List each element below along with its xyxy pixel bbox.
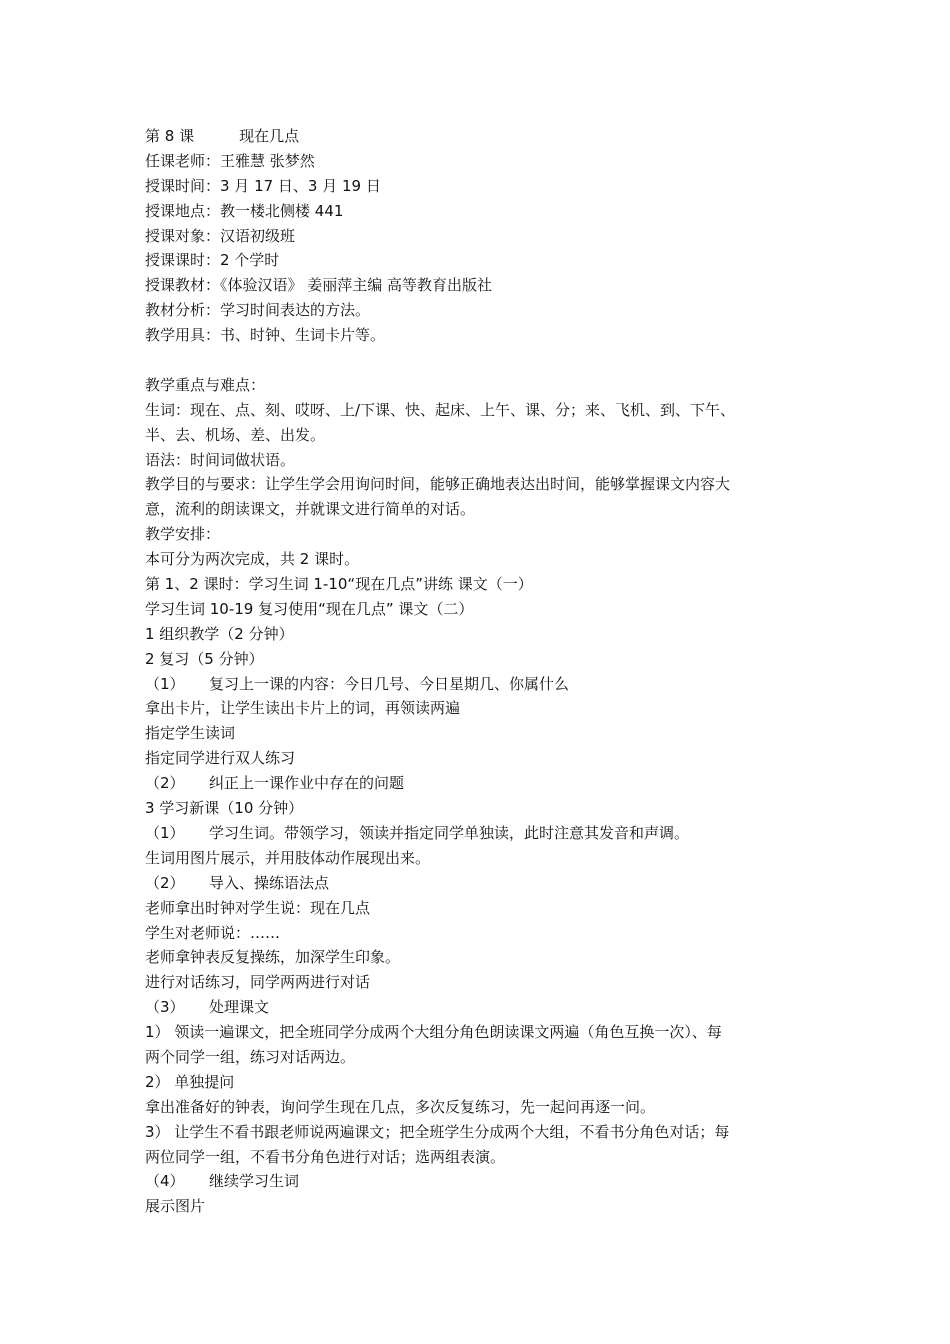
step-3-3-number: （3） (145, 998, 185, 1017)
teachers-line: 任课老师：王雅慧 张梦然 (145, 151, 315, 170)
step-1: 1 组织教学（2 分钟） (145, 624, 294, 643)
step-3-2-d: 进行对话练习，同学两两进行对话 (145, 973, 371, 992)
step-3-2-b: 学生对老师说：…… (145, 923, 281, 942)
textbook-line: 授课教材：《体验汉语》 姜丽萍主编 高等教育出版社 (145, 276, 493, 295)
analysis-line: 教材分析：学习时间表达的方法。 (145, 301, 371, 320)
vocab-line-2: 半、去、机场、差、出发。 (145, 425, 326, 444)
step-3-1-number: （1） (145, 823, 185, 842)
item-1-line-1: 1） 领读一遍课文，把全班同学分成两个大组分角色朗读课文两遍（角色互换一次）、每 (145, 1023, 722, 1042)
goals-line-2: 意，流利的朗读课文，并就课文进行简单的对话。 (145, 500, 476, 519)
blank-line (145, 348, 815, 373)
vocab-line-1: 生词：现在、点、刻、哎呀、上/下课、快、起床、上午、课、分；来、飞机、到、下午、 (145, 400, 736, 419)
document-body (145, 124, 815, 1219)
step-2-2-number: （2） (145, 774, 185, 793)
step-3-2-a: 老师拿出时钟对学生说：现在几点 (145, 898, 371, 917)
step-2-1-b: 指定学生读词 (145, 724, 236, 743)
step-2-1-text: 复习上一课的内容：今日几号、今日星期几、你属什么 (209, 674, 570, 693)
step-3-3 (145, 995, 815, 1020)
item-1-line-2: 两个同学一组，练习对话两边。 (145, 1047, 356, 1066)
lesson-title-line (145, 124, 815, 149)
item-2: 2） 单独提问 (145, 1072, 235, 1091)
item-3-line-2: 两位同学一组，不看书分角色进行对话；选两组表演。 (145, 1147, 506, 1166)
step-3-1-text: 学习生词。带领学习，领读并指定同学单独读，此时注意其发音和声调。 (209, 823, 690, 842)
step-3-4-a: 展示图片 (145, 1197, 206, 1216)
lesson-number: 第 8 课 (145, 127, 195, 145)
arrangement-text: 本可分为两次完成，共 2 课时。 (145, 550, 360, 569)
step-3-4-number: （4） (145, 1172, 185, 1191)
step-3-3-text: 处理课文 (209, 998, 270, 1017)
item-2-a: 拿出准备好的钟表，询问学生现在几点，多次反复练习，先一起问再逐一问。 (145, 1097, 656, 1116)
session-line-1: 第 1、2 课时：学习生词 1-10“现在几点”讲练 课文（一） (145, 575, 533, 594)
step-2-1-c: 指定同学进行双人练习 (145, 749, 296, 768)
step-3-2-number: （2） (145, 873, 185, 892)
step-2: 2 复习（5 分钟） (145, 649, 264, 668)
step-3: 3 学习新课（10 分钟） (145, 799, 304, 818)
step-2-2-text: 纠正上一课作业中存在的问题 (209, 774, 405, 793)
place-line: 授课地点：教一楼北侧楼 441 (145, 201, 344, 220)
hours-line: 授课课时：2 个学时 (145, 251, 280, 270)
step-3-1-a: 生词用图片展示，并用肢体动作展现出来。 (145, 848, 431, 867)
tools-line: 教学用具：书、时钟、生词卡片等。 (145, 326, 386, 345)
step-3-2-c: 老师拿钟表反复操练，加深学生印象。 (145, 948, 401, 967)
step-2-2 (145, 771, 815, 796)
step-3-4-text: 继续学习生词 (209, 1172, 300, 1191)
session-line-2: 学习生词 10-19 复习使用“现在几点” 课文（二） (145, 599, 474, 618)
step-3-2-text: 导入、操练语法点 (209, 873, 330, 892)
arrangement-heading: 教学安排： (145, 525, 221, 544)
lesson-title: 现在几点 (239, 127, 300, 145)
goals-line-1: 教学目的与要求：让学生学会用询问时间，能够正确地表达出时间，能够掌握课文内容大 (145, 475, 731, 494)
item-3-line-1: 3） 让学生不看书跟老师说两遍课文；把全班学生分成两个大组，不看书分角色对话；每 (145, 1122, 730, 1141)
step-3-4 (145, 1169, 815, 1194)
grammar-line: 语法：时间词做状语。 (145, 450, 296, 469)
step-2-1-number: （1） (145, 674, 185, 693)
step-2-1-a: 拿出卡片，让学生读出卡片上的词，再领读两遍 (145, 699, 461, 718)
time-line: 授课时间：3 月 17 日、3 月 19 日 (145, 176, 381, 195)
step-3-1 (145, 821, 815, 846)
step-2-1 (145, 672, 815, 697)
key-points-heading: 教学重点与难点： (145, 375, 266, 394)
audience-line: 授课对象：汉语初级班 (145, 226, 296, 245)
step-3-2 (145, 871, 815, 896)
